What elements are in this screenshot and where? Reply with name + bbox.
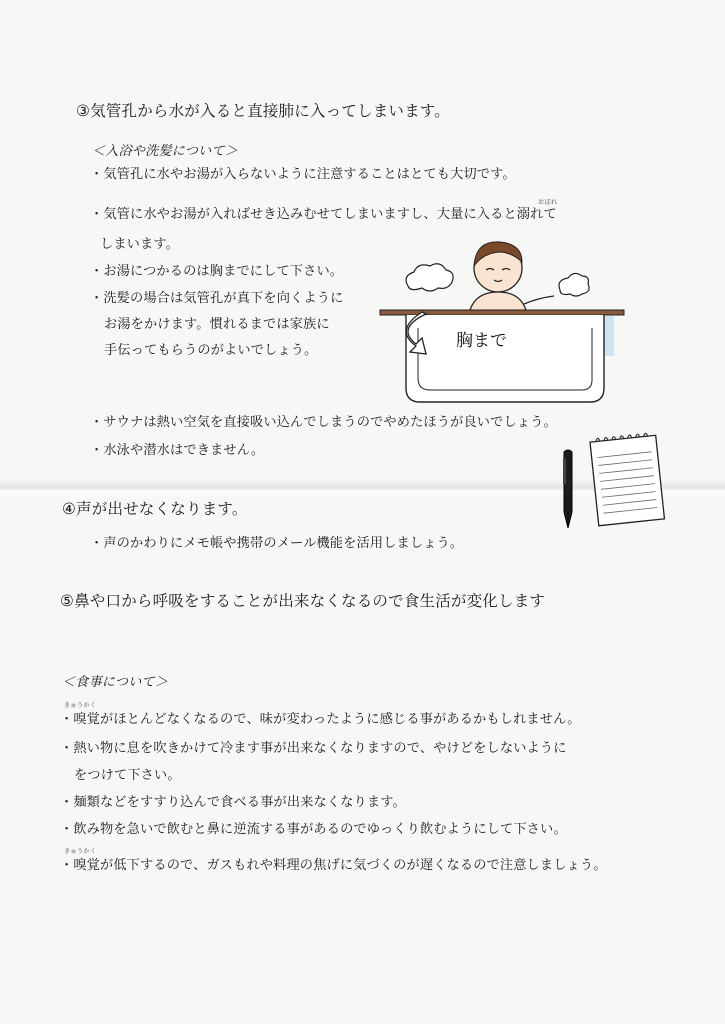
section3-line-8: ・サウナは熱い空気を直接吸い込んでしまうのでやめたほうが良いでしょう。 [90,415,557,430]
section3-line-2: ・気管に水やお湯が入ればせき込みむせてしまいますし、大量に入ると溺れて [90,207,557,222]
section3-line-5: ・洗髪の場合は気管孔が真下を向くように [90,291,344,306]
illustration-label: 胸まで [456,331,507,351]
section5-subheading: ＜食事について＞ [62,675,169,690]
section4-heading: ④声が出せなくなります。 [62,500,248,518]
section3-heading: ③気管孔から水が入ると直接肺に入ってしまいます。 [76,102,450,120]
bather-illustration [378,228,638,408]
section3-line-1: ・気管孔に水やお湯が入らないように注意することはとても大切です。 [90,167,516,182]
section3-line-3: しまいます。 [100,237,179,252]
section3-subheading: ＜入浴や洗髪について＞ [92,144,239,159]
section5-line-4: ・麺類などをすすり込んで食べる事が出来なくなります。 [60,795,406,810]
section3-line-4: ・お湯につかるのは胸までにして下さい。 [90,264,344,279]
section5-line-6: ・嗅覚が低下するので、ガスもれや料理の焦げに気づくのが遅くなるので注意しましょう。 [60,858,607,873]
section3-line-6: お湯をかけます。慣れるまでは家族に [104,317,330,332]
section3-line-9: ・水泳や潜水はできません。 [90,443,265,458]
section5-line-2: ・熱い物に息を吹きかけて冷ます事が出来なくなりますので、やけどをしないように [60,741,567,756]
section5-heading: ⑤鼻や口から呼吸をすることが出来なくなるので食生活が変化します [60,592,546,610]
ruby-kyuukaku-1: きゅうかく [64,702,97,709]
notepad-icon [584,428,680,528]
section3-line-7: 手伝ってもらうのがよいでしょう。 [104,343,318,358]
pen-icon [556,448,580,532]
section5-line-1: ・嗅覚がほとんどなくなるので、味が変わったように感じる事があるかもしれません。 [60,712,581,727]
ruby-oboreru: おぼれ [538,199,558,206]
section5-line-5: ・飲み物を急いで飲むと鼻に逆流する事があるのでゆっくり飲むようにして下さい。 [60,822,567,837]
ruby-kyuukaku-2: きゅうかく [64,848,97,855]
section4-line-1: ・声のかわりにメモ帳や携帯のメール機能を活用しましょう。 [90,536,464,551]
section5-line-3: をつけて下さい。 [74,768,181,783]
